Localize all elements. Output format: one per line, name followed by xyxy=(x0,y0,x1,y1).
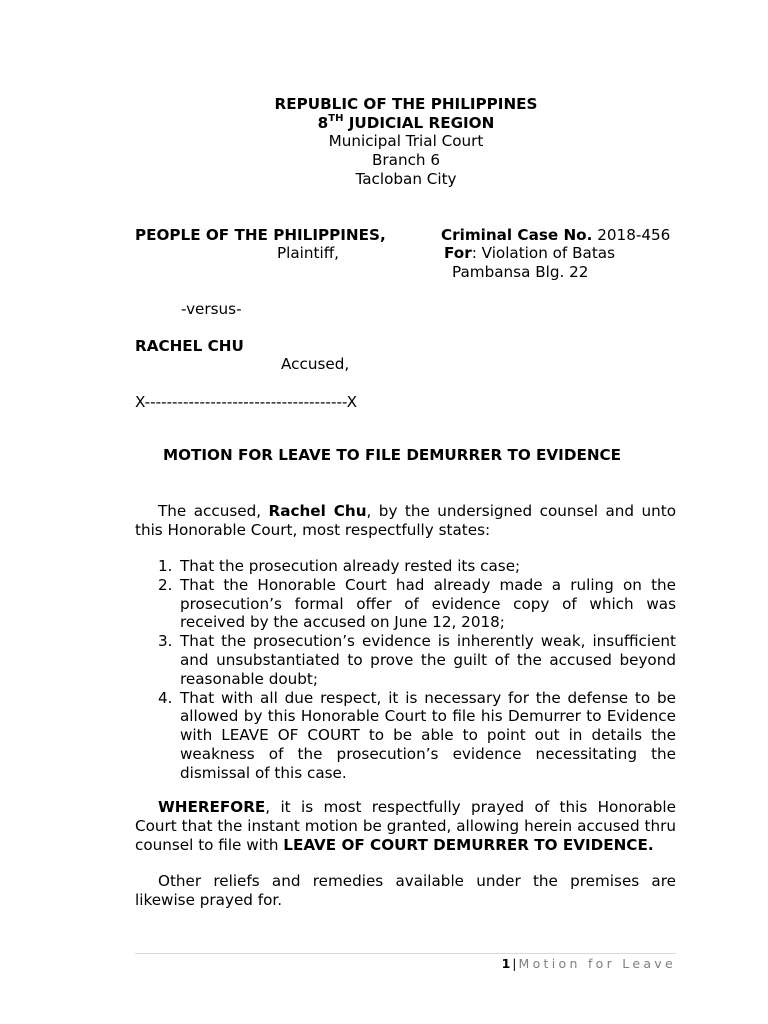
other-reliefs-text: Other reliefs and remedies available under the premises are likewise prayed for. xyxy=(135,872,676,909)
case-number-dot: . xyxy=(586,226,593,244)
for-label: For xyxy=(444,244,472,262)
republic-heading: REPUBLIC OF THE PHILIPPINES xyxy=(274,95,538,113)
list-item-text: That the prosecution’s evidence is inherently weak, insufficient and unsubstantiated to prove the guilt of the accused beyond reasonable doubt; xyxy=(180,632,676,688)
court-name: Municipal Trial Court xyxy=(328,132,484,150)
city-name: Tacloban City xyxy=(355,170,457,188)
page-footer xyxy=(502,955,676,974)
wherefore-label: WHEREFORE xyxy=(158,798,266,816)
list-item-text: That the prosecution already rested its case; xyxy=(180,557,521,575)
wherefore-text: , it is most respectfully prayed of this Honorable Court that the instant motion be granted, allowing herein accused thru counsel to file with xyxy=(135,798,676,854)
footer-rule xyxy=(135,953,676,954)
footer-separator: | xyxy=(512,956,517,971)
list-item-number: 3. xyxy=(158,632,173,651)
intro-rest: , by the undersigned counsel and unto this Honorable Court, most respectfully states: xyxy=(135,502,676,539)
page-number: 1 xyxy=(501,956,511,971)
list-item-text: That the Honorable Court had already made a ruling on the prosecution’s formal offer of evidence copy of which was received by the accused on June 12, 2018; xyxy=(180,575,676,632)
intro-paragraph xyxy=(135,502,676,540)
list-item xyxy=(158,632,676,688)
case-number-line xyxy=(441,226,670,245)
other-reliefs-paragraph xyxy=(135,872,676,910)
branch-name: Branch 6 xyxy=(371,151,441,169)
intro-lead: The accused, xyxy=(158,502,269,520)
case-number-label: Criminal Case No xyxy=(441,226,587,244)
region-heading xyxy=(0,114,768,133)
region-text: JUDICIAL REGION xyxy=(343,114,495,132)
case-number: 2018-456 xyxy=(592,226,671,244)
caption-separator: X-------------------------------------X xyxy=(135,393,358,411)
footer-title: Motion for Leave xyxy=(518,956,676,971)
list-item-number: 1. xyxy=(158,557,173,575)
list-item xyxy=(158,576,676,632)
plaintiff-role: Plaintiff, xyxy=(277,244,339,262)
offense-line xyxy=(444,244,615,263)
accused-name-inline: Rachel Chu xyxy=(268,502,367,520)
list-item xyxy=(158,689,676,783)
plaintiff-name: PEOPLE OF THE PHILIPPINES, xyxy=(135,226,386,244)
document-title: MOTION FOR LEAVE TO FILE DEMURRER TO EVIDENCE xyxy=(163,446,622,464)
versus-label: -versus- xyxy=(181,300,242,318)
accused-name: RACHEL CHU xyxy=(135,337,244,355)
allegations-list xyxy=(158,557,676,783)
offense-text: : Violation of Batas xyxy=(471,244,616,262)
region-number: 8 xyxy=(317,114,329,132)
region-suffix: TH xyxy=(328,112,344,124)
list-item-number: 4. xyxy=(158,688,173,707)
offense-text-continued: Pambansa Blg. 22 xyxy=(452,263,589,281)
wherefore-paragraph xyxy=(135,798,676,854)
accused-role: Accused, xyxy=(281,355,350,373)
list-item xyxy=(158,557,676,576)
wherefore-relief: LEAVE OF COURT DEMURRER TO EVIDENCE. xyxy=(283,835,654,854)
list-item-number: 2. xyxy=(158,575,173,594)
list-item-text: That with all due respect, it is necessary for the defense to be allowed by this Honorable Court to file his Demurrer to Evidence with LEAVE OF COURT to be able to point out in details the weakness of the prosecution’s evidence necessitating the dismissal of this case. xyxy=(180,688,676,782)
